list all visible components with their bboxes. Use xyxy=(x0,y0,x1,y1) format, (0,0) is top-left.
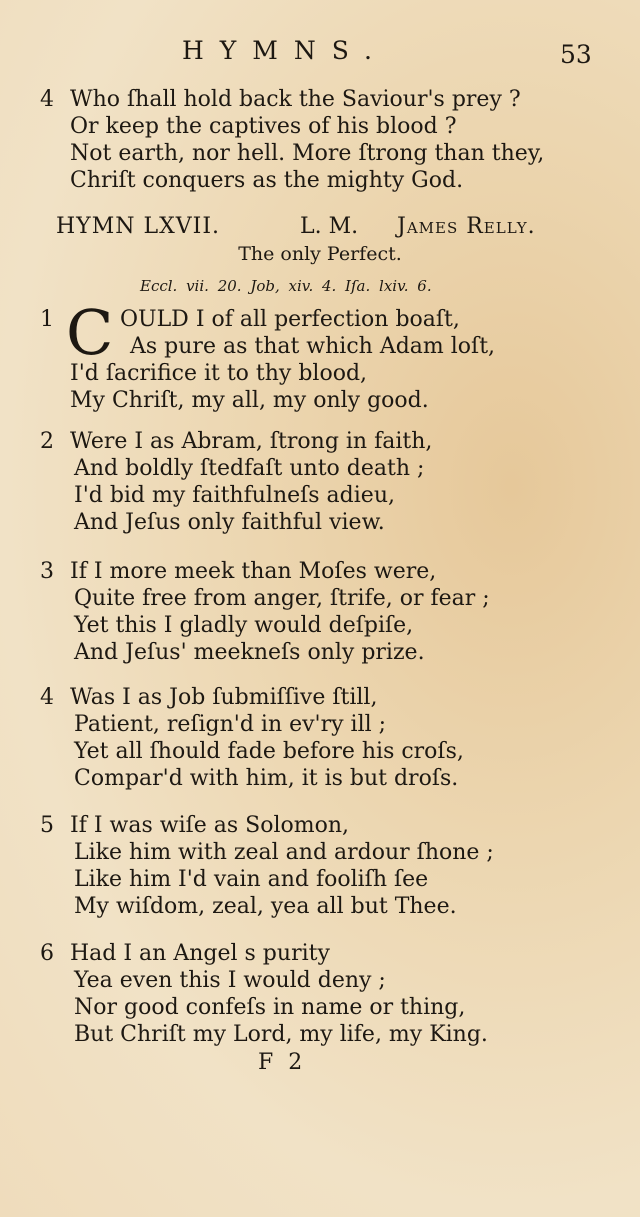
verse-line: Not earth, nor hell. More ſtrong than they, xyxy=(70,141,545,166)
verse-line: Like him I'd vain and fooliſh ſee xyxy=(74,867,429,892)
verse-line: Patient, reſign'd in ev'ry ill ; xyxy=(74,712,387,737)
verse-line: But Chriſt my Lord, my life, my King. xyxy=(74,1022,488,1047)
verse-3 xyxy=(40,558,620,666)
verse-line: Like him with zeal and ardour ſhone ; xyxy=(74,840,494,865)
verse-2 xyxy=(40,428,620,536)
hymn-subtitle: The only Perfect. xyxy=(238,243,402,265)
verse-line: And boldly ſtedfaſt unto death ; xyxy=(74,456,425,481)
verse-line: I'd bid my faithfulneſs adieu, xyxy=(74,483,395,508)
verse-number: 5 xyxy=(40,813,54,838)
verse-line: Compar'd with him, it is but droſs. xyxy=(74,766,459,791)
hymn-meter: L. M. xyxy=(300,214,359,239)
hymn-author: James Relly. xyxy=(397,214,536,239)
prev-hymn-verse-4 xyxy=(40,86,620,194)
verse-line: As pure as that which Adam loſt, xyxy=(130,334,496,359)
verse-number: 4 xyxy=(40,685,54,710)
verse-line: Had I an Angel s purity xyxy=(70,941,330,966)
verse-line: If I was wiſe as Solomon, xyxy=(70,813,350,838)
page-number: 53 xyxy=(560,40,592,69)
scripture-references: Eccl. vii. 20. Job, xiv. 4. Iſa. lxiv. 6. xyxy=(140,277,432,295)
verse-line: OULD I of all perfection boaſt, xyxy=(120,307,460,332)
verse-line: Who ſhall hold back the Saviour's prey ? xyxy=(70,87,521,112)
verse-line: Yet all ſhould fade before his croſs, xyxy=(74,739,464,764)
hymn-title: HYMN LXVII. xyxy=(56,214,221,239)
verse-line: Chriſt conquers as the mighty God. xyxy=(70,168,464,193)
drop-cap: C xyxy=(66,296,114,369)
verse-number: 1 xyxy=(40,307,54,332)
verse-line: And Jeſus only faithful view. xyxy=(74,510,385,535)
verse-5 xyxy=(40,812,620,920)
verse-line: Yea even this I would deny ; xyxy=(74,968,386,993)
verse-line: Were I as Abram, ſtrong in faith, xyxy=(70,429,433,454)
verse-line: I'd ſacrifice it to thy blood, xyxy=(70,361,368,386)
verse-line: Or keep the captives of his blood ? xyxy=(70,114,457,139)
running-title: HYMNS. xyxy=(182,36,388,65)
verse-6 xyxy=(40,940,620,1048)
verse-number: 4 xyxy=(40,87,54,112)
verse-line: My Chriſt, my all, my only good. xyxy=(70,388,429,413)
verse-line: Yet this I gladly would deſpiſe, xyxy=(74,613,414,638)
verse-line: Quite free from anger, ſtrife, or fear ; xyxy=(74,586,490,611)
signature-mark: F 2 xyxy=(258,1050,307,1075)
verse-line: And Jeſus' meekneſs only prize. xyxy=(74,640,425,665)
verse-line: My wiſdom, zeal, yea all but Thee. xyxy=(74,894,457,919)
verse-number: 2 xyxy=(40,429,54,454)
hymn-heading xyxy=(40,214,620,244)
verse-1 xyxy=(40,296,620,414)
verse-line: If I more meek than Moſes were, xyxy=(70,559,437,584)
verse-4 xyxy=(40,684,620,792)
verse-line: Was I as Job ſubmiſſive ſtill, xyxy=(70,685,378,710)
verse-number: 6 xyxy=(40,941,54,966)
verse-number: 3 xyxy=(40,559,54,584)
verse-line: Nor good confeſs in name or thing, xyxy=(74,995,466,1020)
page-header xyxy=(0,30,640,70)
